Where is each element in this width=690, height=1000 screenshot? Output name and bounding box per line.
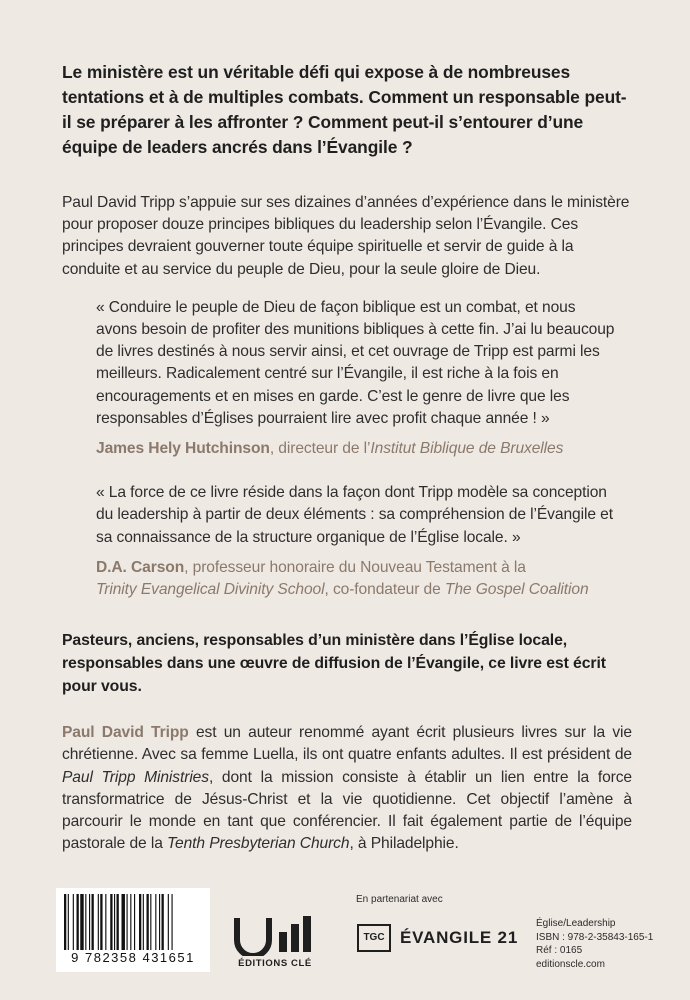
quote-role-institution: Trinity Evangelical Divinity School	[96, 581, 325, 599]
partner-name: ÉVANGILE 21	[400, 928, 519, 947]
book-isbn: ISBN : 978-2-35843-165-1	[536, 931, 654, 943]
book-reference: Réf : 0165	[536, 945, 583, 956]
quote-role-institution: Institut Biblique de Bruxelles	[370, 440, 564, 458]
quote-text: « Conduire le peuple de Dieu de façon biblique est un combat, et nous avons besoin de profiter des munitions bibliques à cette fin. J’ai lu beaucoup de livres destinés à nous servir ainsi, et cet ouvrage de Tripp est parmi les meilleurs. Radicalement centré sur l’Évangile, il est riche à la fois en encouragements et en mises en garde. C’est le genre de livre que les responsables d’Églises pourraient lire avec profit chaque année ! »	[96, 298, 615, 427]
bio-text: est un auteur renommé ayant écrit plusieurs livres sur la vie chrétienne. Avec sa femme Luella, ils ont quatre enfants adultes. Il est président de	[62, 724, 632, 764]
partner-label: En partenariat avec	[356, 894, 443, 905]
intro-paragraph: Le ministère est un véritable défi qui expose à de nombreuses tentations et à de multiples combats. Comment un responsable peut-il se préparer à les affronter ? Comment peut-il s’entourer d’une équipe de leaders ancrés dans l’Évangile ?	[62, 62, 627, 157]
summary-paragraph: Paul David Tripp s’appuie sur ses dizaines d’années d’expérience dans le ministère pour proposer douze principes bibliques du leadership selon l’Évangile. Ces principes devraient gouverner toute équipe spirituelle et servir de guide à la conduite et au service du peuple de Dieu, pour la seule gloire de Dieu.	[62, 194, 630, 278]
bio-church-name: Tenth Presbyterian Church	[167, 835, 350, 853]
book-metadata	[536, 917, 686, 971]
book-category: Église/Leadership	[536, 918, 616, 929]
back-cover-text	[62, 60, 632, 855]
bio-author-name: Paul David Tripp	[62, 724, 189, 742]
quote-role: , professeur honoraire du Nouveau Testament à la	[184, 558, 526, 576]
barcode-digits: 9 782358 431651	[71, 950, 195, 965]
author-bio	[62, 722, 632, 855]
bio-text: , dont la mission consiste à établir un lien entre la force transformatrice de Jésus-Christ et la vie quotidienne. Cet objectif l’amène à parcourir le monde en tant que conférencier. Il fait également partie de l’équipe pastorale de la	[62, 768, 633, 853]
endorsement-quote	[96, 482, 616, 601]
quote-attribution	[96, 438, 616, 460]
publisher-name: ÉDITIONS CLÉ	[238, 958, 312, 969]
quote-role-organization: The Gospel Coalition	[444, 581, 589, 599]
quote-text: « La force de ce livre réside dans la façon dont Tripp modèle sa conception du leadership à partir de deux éléments : sa compréhension de l’Évangile et sa connaissance de la structure organique de l’Église locale. »	[96, 484, 613, 546]
quote-author: D.A. Carson	[96, 558, 185, 576]
bio-ministry-name: Paul Tripp Ministries	[62, 768, 209, 786]
publisher-website: editionscle.com	[536, 958, 605, 970]
quote-attribution	[96, 557, 616, 601]
barcode-bars	[64, 894, 202, 950]
bio-text: , à Philadelphie.	[349, 835, 459, 853]
quote-author: James Hely Hutchinson	[96, 440, 270, 458]
quote-role: , directeur de l’	[269, 440, 371, 458]
tgc-logo-icon: TGC	[357, 924, 391, 952]
barcode	[56, 888, 210, 972]
endorsement-quote	[96, 297, 616, 460]
audience-paragraph: Pasteurs, anciens, responsables d’un ministère dans l’Église locale, responsables dans une œuvre de diffusion de l’Évangile, ce livre est écrit pour vous.	[62, 632, 606, 696]
editions-cle-logo-icon	[233, 914, 317, 956]
quote-role-mid: , co-fondateur de	[324, 581, 445, 599]
